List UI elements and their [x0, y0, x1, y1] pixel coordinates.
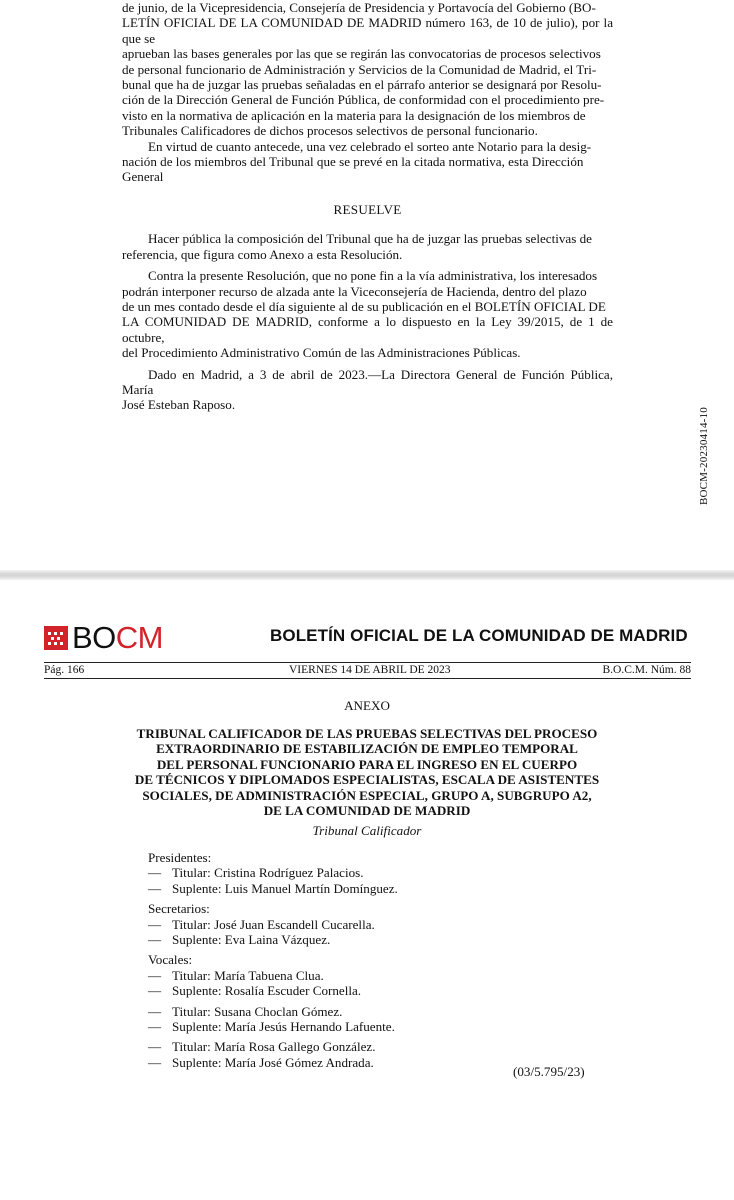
paragraph-virtud	[122, 139, 613, 185]
member-name: Suplente: Luis Manuel Martín Domínguez.	[172, 880, 398, 896]
member-group	[148, 1004, 608, 1035]
heading-line: DE TÉCNICOS Y DIPLOMADOS ESPECIALISTAS, ESCALA DE ASISTENTES	[134, 772, 600, 788]
text-line: visto en la normativa de aplicación en la materia para la designación de los miembros de	[122, 107, 586, 123]
member-name: Titular: María Rosa Gallego González.	[172, 1039, 376, 1055]
dash: —	[148, 967, 162, 983]
list-item	[148, 881, 608, 896]
role-presidentes: Presidentes:	[148, 850, 212, 865]
text-line: Contra la presente Resolución, que no pone fin a la vía administrativa, los interesados	[148, 268, 598, 284]
dash: —	[148, 1039, 162, 1055]
issue-number: B.O.C.M. Núm. 88	[602, 664, 691, 676]
text-line: de un mes contado desde el día siguiente al de su publicación en el BOLETÍN OFICIAL DE	[122, 298, 606, 314]
member-group	[148, 968, 608, 999]
resuelve-heading: RESUELVE	[333, 201, 402, 217]
member-name: Titular: Cristina Rodríguez Palacios.	[172, 865, 364, 881]
text-line: Dado en Madrid, a 3 de abril de 2023.—La Directora General de Función Pública, María	[122, 366, 613, 397]
previous-page-fragment	[0, 0, 734, 576]
list-item	[148, 865, 608, 880]
list-item	[148, 917, 608, 932]
text-line: LETÍN OFICIAL DE LA COMUNIDAD DE MADRID número 163, de 10 de julio), por la que se	[122, 15, 613, 46]
logo-red-part: CM	[115, 620, 164, 655]
text-line: del Procedimiento Administrativo Común de las Administraciones Públicas.	[122, 345, 521, 361]
heading-line: EXTRAORDINARIO DE ESTABILIZACIÓN DE EMPLEO TEMPORAL	[156, 741, 578, 757]
tribunal-members	[148, 847, 608, 1075]
member-name: Suplente: Eva Laina Vázquez.	[172, 932, 331, 948]
member-name: Titular: José Juan Escandell Cucarella.	[172, 916, 375, 932]
dash: —	[148, 1019, 162, 1035]
paragraph-recurso	[122, 268, 613, 360]
list-item	[148, 968, 608, 983]
dash: —	[148, 916, 162, 932]
dash: —	[148, 983, 162, 999]
text-line: aprueban las bases generales por las que se regirán las convocatorias de procesos selectivos	[122, 46, 601, 62]
member-group	[148, 865, 608, 896]
text-line: bunal que ha de juzgar las pruebas señaladas en el párrafo anterior se designará por Resolu-	[122, 77, 602, 93]
list-item	[148, 932, 608, 947]
member-name: Suplente: María José Gómez Andrada.	[172, 1054, 374, 1070]
logo-wordmark	[72, 620, 164, 655]
text-line: General	[122, 169, 164, 185]
paragraph-antecedentes	[122, 0, 613, 139]
running-header	[44, 662, 691, 679]
member-name: Titular: María Tabuena Clua.	[172, 967, 324, 983]
logo-black-part: BO	[72, 620, 116, 655]
list-item	[148, 983, 608, 998]
page-divider	[0, 570, 734, 580]
annex-page	[0, 580, 734, 1200]
text-line: nación de los miembros del Tribunal que se prevé en la citada normativa, esta Dirección	[122, 154, 584, 170]
text-line: referencia, que figura como Anexo a esta Resolución.	[122, 246, 403, 262]
member-name: Suplente: María Jesús Hernando Lafuente.	[172, 1019, 395, 1035]
issue-date: VIERNES 14 DE ABRIL DE 2023	[289, 664, 451, 676]
dash: —	[148, 865, 162, 881]
heading-line: DEL PERSONAL FUNCIONARIO PARA EL INGRESO EN EL CUERPO	[156, 756, 578, 772]
role-secretarios: Secretarios:	[148, 901, 210, 917]
paragraph-hacer-publica	[122, 231, 613, 262]
text-line: LA COMUNIDAD DE MADRID, conforme a lo dispuesto en la Ley 39/2015, de 1 de octubre,	[122, 314, 613, 345]
text-line: Hacer pública la composición del Tribunal que ha de juzgar las pruebas selectivas de	[148, 231, 592, 247]
resolution-text	[122, 0, 613, 413]
heading-line: SOCIALES, DE ADMINISTRACIÓN ESPECIAL, GRUPO A, SUBGRUPO A2,	[142, 787, 592, 803]
dash: —	[148, 1003, 162, 1019]
tribunal-subtitle: Tribunal Calificador	[312, 823, 422, 838]
madrid-stars-icon	[44, 626, 68, 650]
heading-line: TRIBUNAL CALIFICADOR DE LAS PRUEBAS SELECTIVAS DEL PROCESO	[136, 726, 598, 741]
list-item	[148, 1019, 608, 1034]
annex-label: ANEXO	[344, 698, 390, 713]
text-line: ción de la Dirección General de Función Pública, de conformidad con el procedimiento pre-	[122, 92, 605, 108]
text-line: podrán interponer recurso de alzada ante la Viceconsejería de Hacienda, dentro del plazo	[122, 283, 587, 299]
masthead-title: BOLETÍN OFICIAL DE LA COMUNIDAD DE MADRID	[270, 626, 688, 645]
text-line: de personal funcionario de Administración y Servicios de la Comunidad de Madrid, el Tri-	[122, 61, 597, 77]
document-code: BOCM-20230414-10	[698, 407, 710, 505]
page-number: Pág. 166	[44, 664, 85, 676]
annex-heading	[100, 726, 634, 818]
text-line: José Esteban Raposo.	[122, 397, 236, 413]
reference-code: (03/5.795/23)	[513, 1064, 585, 1079]
bocm-logo	[44, 620, 164, 655]
text-line: Tribunales Calificadores de dichos procesos selectivos de personal funcionario.	[122, 123, 538, 139]
dash: —	[148, 932, 162, 948]
text-line: de junio, de la Vicepresidencia, Consejería de Presidencia y Portavocía del Gobierno (BO-	[122, 0, 596, 15]
text-line: En virtud de cuanto antecede, una vez celebrado el sorteo ante Notario para la desig-	[148, 138, 592, 154]
dash: —	[148, 1054, 162, 1070]
heading-line: DE LA COMUNIDAD DE MADRID	[263, 803, 471, 819]
list-item	[148, 1039, 608, 1054]
member-group	[148, 917, 608, 948]
member-name: Suplente: Rosalía Escuder Cornella.	[172, 983, 362, 999]
member-name: Titular: Susana Choclan Gómez.	[172, 1003, 343, 1019]
dash: —	[148, 880, 162, 896]
list-item	[148, 1004, 608, 1019]
paragraph-firma	[122, 367, 613, 413]
role-vocales: Vocales:	[148, 952, 193, 968]
